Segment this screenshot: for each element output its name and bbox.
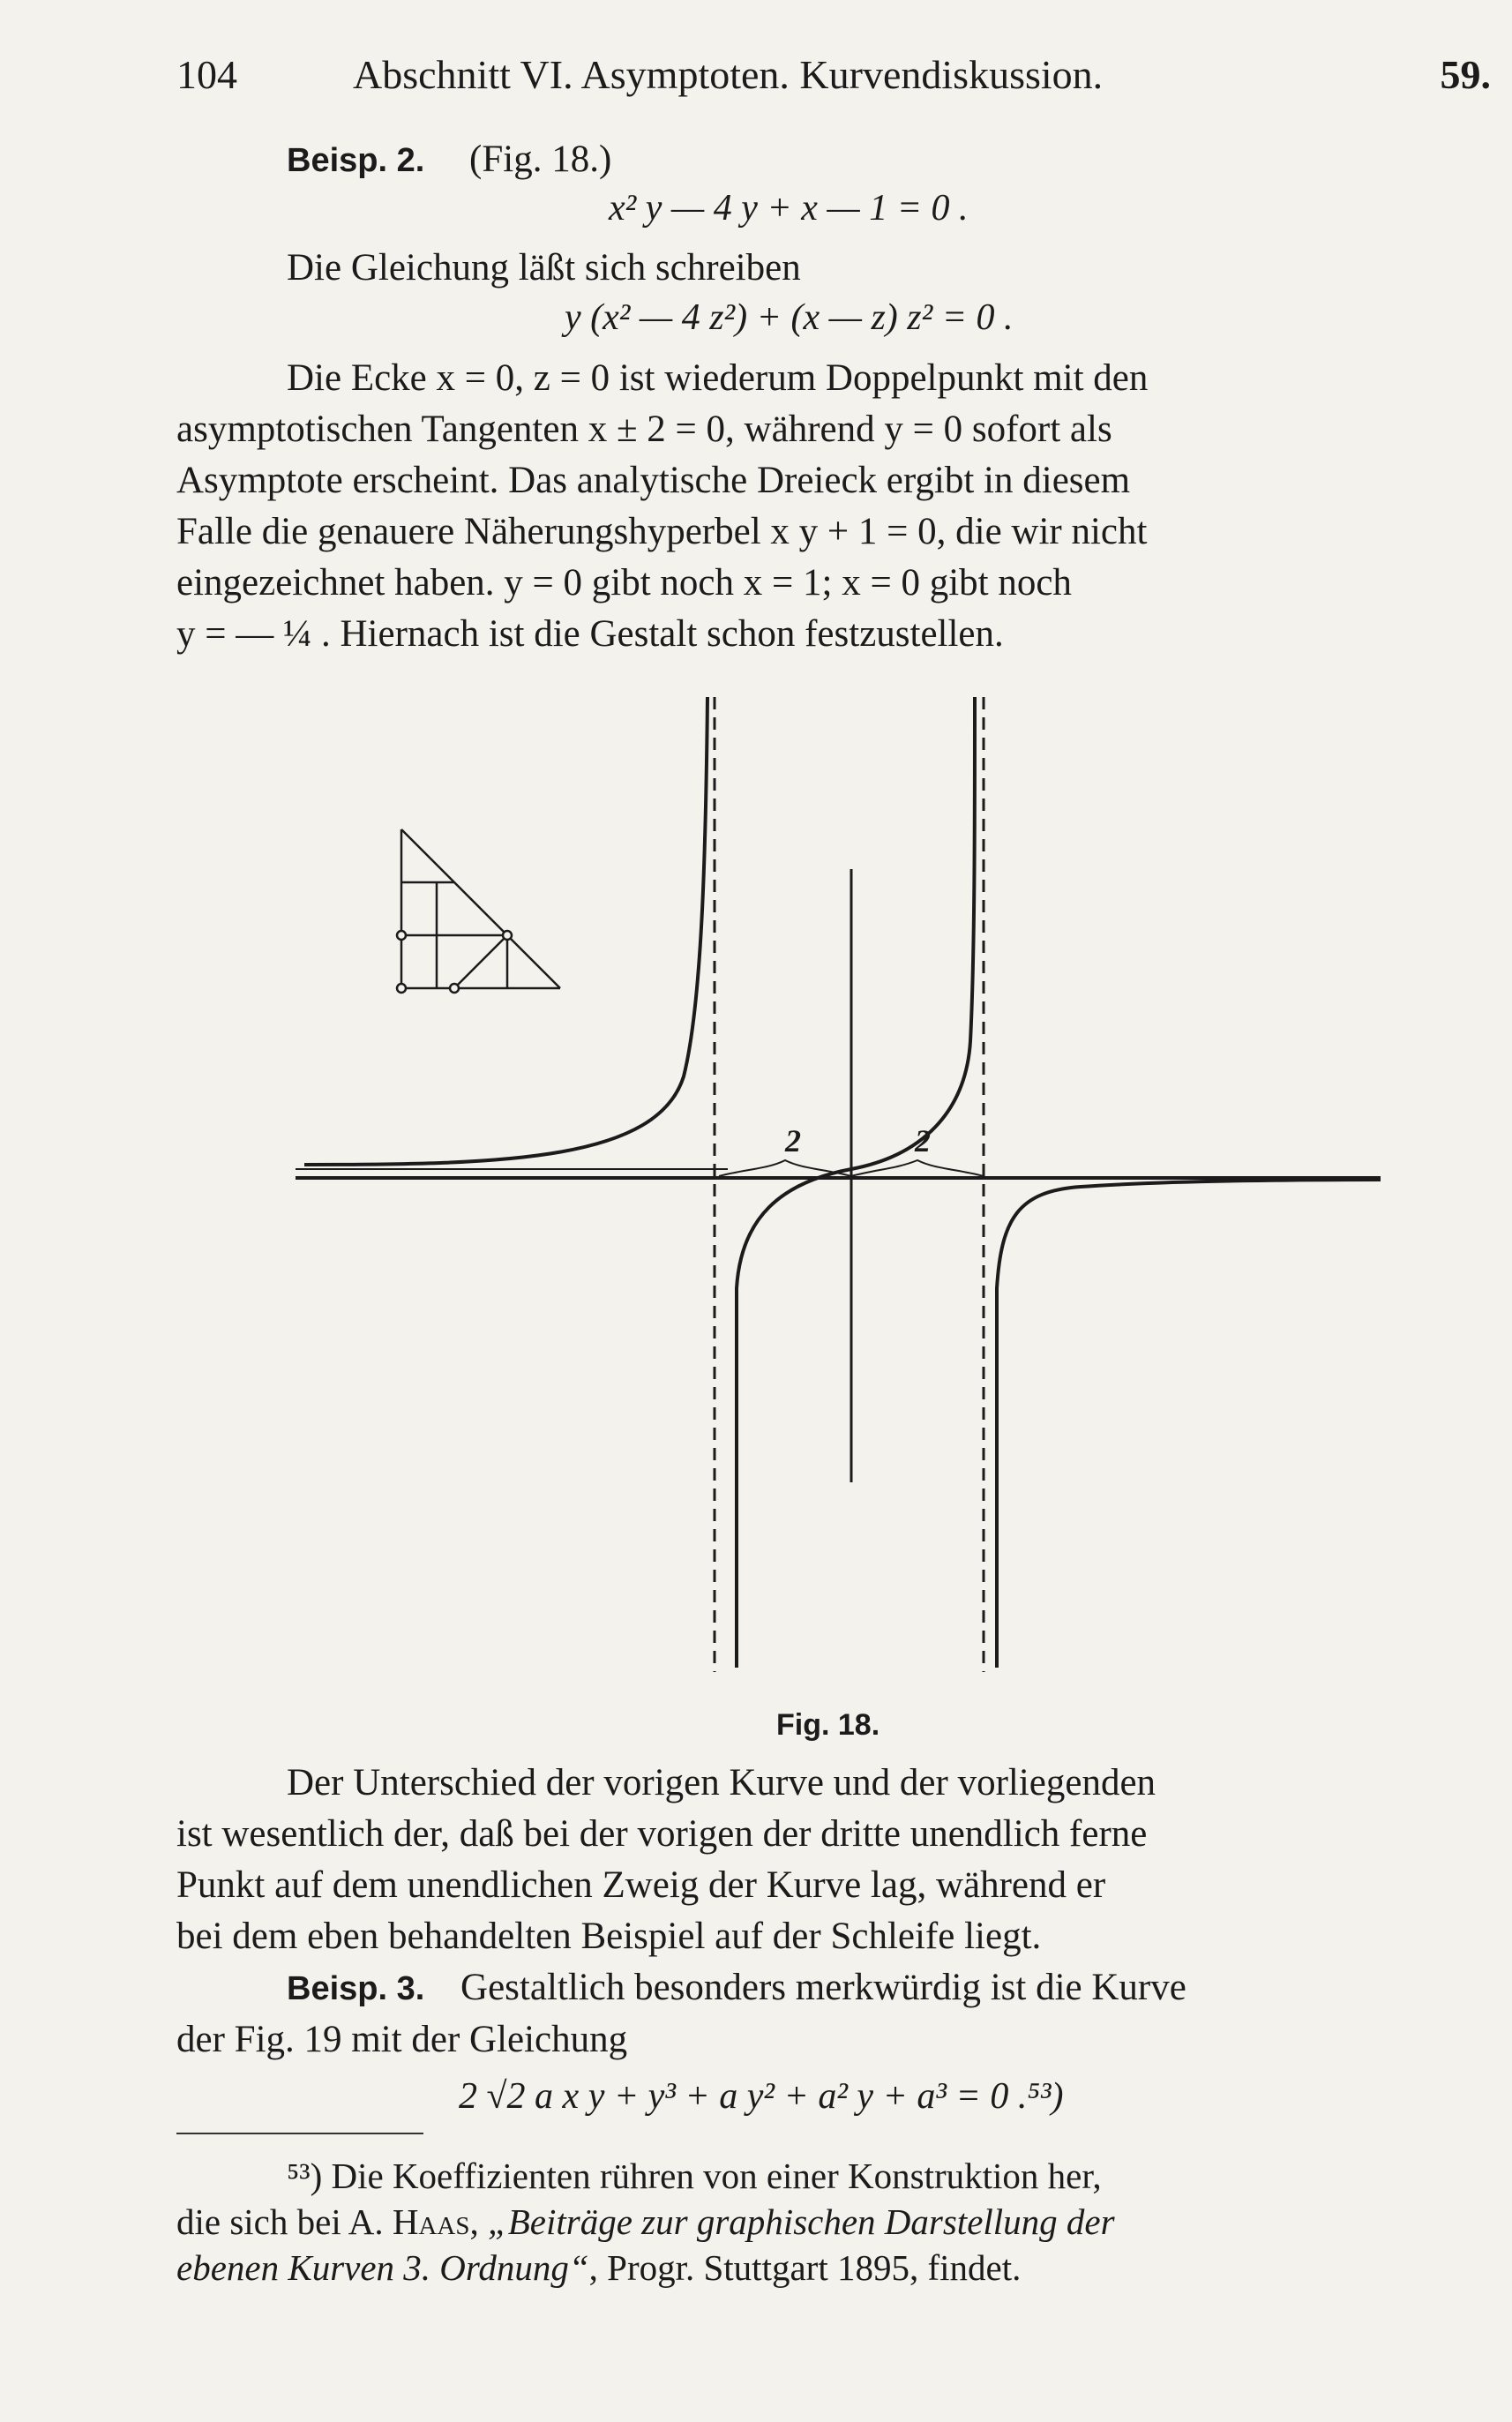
paragraph-line: asymptotischen Tangenten x ± 2 = 0, während y = 0 sofort als xyxy=(176,409,1112,450)
example2-figref: (Fig. 18.) xyxy=(469,139,612,180)
footnote-text: Die Koeffizienten rühren von einer Konstruktion her, xyxy=(331,2156,1102,2196)
example3-paragraph xyxy=(176,1962,1491,2066)
example3-text: Gestaltlich besonders merkwürdig ist die Kurve xyxy=(460,1967,1186,2008)
paragraph-line: y = — ¼ . Hiernach ist die Gestalt schon festzustellen. xyxy=(176,613,1004,655)
distance-label-left: 2 xyxy=(785,1123,801,1159)
paragraph-line: Punkt auf dem unendlichen Zweig der Kurve lag, während er xyxy=(176,1864,1106,1906)
paragraph-line: der Fig. 19 mit der Gleichung xyxy=(176,2019,628,2060)
footnote-cited-title: „Beiträge zur graphischen Darstellung der xyxy=(487,2201,1115,2242)
paragraph-line: eingezeichnet haben. y = 0 gibt noch x = 1; x = 0 gibt noch xyxy=(176,562,1072,604)
example2-intro: Die Gleichung läßt sich schreiben xyxy=(287,247,801,289)
paragraph-line: Asymptote erscheint. Das analytische Dreieck ergibt in diesem xyxy=(176,460,1131,501)
paragraph-line: bei dem eben behandelten Beispiel auf der Schleife liegt. xyxy=(176,1916,1042,1957)
footnote-cited-title: ebenen Kurven 3. Ordnung“ xyxy=(176,2247,589,2288)
equation-1: x² y — 4 y + x — 1 = 0 . xyxy=(609,188,969,229)
paragraph-line: Falle die genauere Näherungshyperbel x y + 1 = 0, die wir nicht xyxy=(176,511,1148,552)
example2-paragraph xyxy=(176,353,1491,660)
example2-label: Beisp. 2. xyxy=(287,142,425,179)
figure-18-diagram xyxy=(287,688,1407,1703)
running-header xyxy=(176,51,1491,104)
distance-label-right: 2 xyxy=(915,1123,931,1159)
example3-label: Beisp. 3. xyxy=(287,1970,425,2007)
footnote xyxy=(176,2153,1491,2291)
footnote-text: die sich bei A. xyxy=(176,2201,393,2242)
footnote-marker: ⁵³) xyxy=(287,2156,323,2196)
analytic-triangle xyxy=(397,829,560,993)
page-number: 104 xyxy=(176,52,237,97)
figure-caption: Fig. 18. xyxy=(776,1708,880,1742)
running-title: Abschnitt VI. Asymptoten. Kurvendiskussion. xyxy=(353,52,1104,97)
equation-2: y (x² — 4 z²) + (x — z) z² = 0 . xyxy=(565,297,1014,338)
footnote-author: Haas xyxy=(392,2201,470,2242)
paragraph-2 xyxy=(176,1758,1491,1962)
example2-heading xyxy=(176,134,1491,186)
curve-branch-right xyxy=(997,1180,1381,1668)
paragraph-line: Die Ecke x = 0, z = 0 ist wiederum Doppelpunkt mit den xyxy=(287,357,1149,399)
paragraph-line: Der Unterschied der vorigen Kurve und der vorliegenden xyxy=(287,1762,1156,1803)
footnote-text: , Progr. Stuttgart 1895, findet. xyxy=(588,2247,1022,2288)
curve-branch-middle xyxy=(737,697,975,1668)
footnote-text: , xyxy=(469,2201,488,2242)
footnote-rule xyxy=(176,2133,423,2134)
section-number: 59. xyxy=(1440,52,1491,97)
equation-3: 2 √2 a x y + y³ + a y² + a² y + a³ = 0 .⁵³) xyxy=(459,2076,1064,2117)
paragraph-line: ist wesentlich der, daß bei der vorigen der dritte unendlich ferne xyxy=(176,1813,1148,1855)
